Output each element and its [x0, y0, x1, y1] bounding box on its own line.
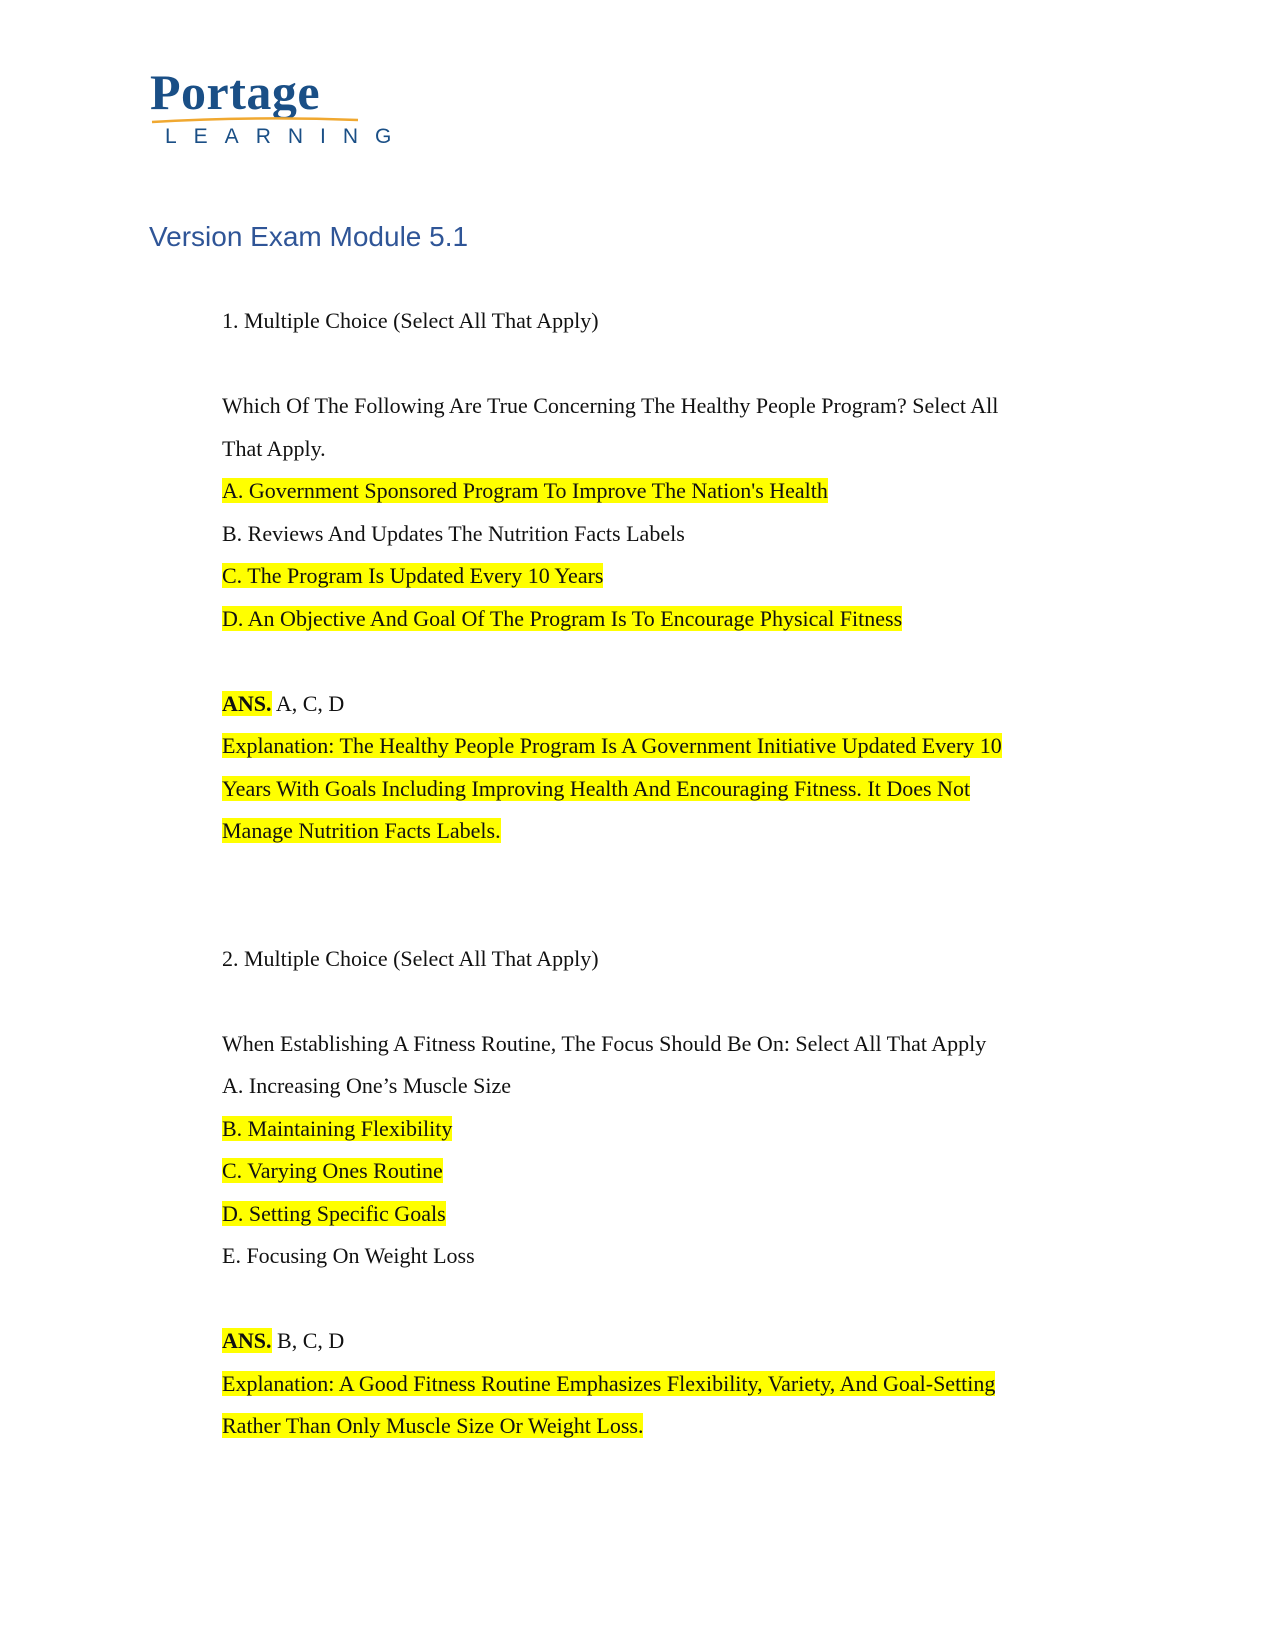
question-prompt: Which Of The Following Are True Concerning The Healthy People Program? Select All — [222, 393, 999, 418]
option-c: C. The Program Is Updated Every 10 Years — [222, 563, 604, 588]
portage-learning-logo — [150, 64, 409, 148]
option-a: A. Government Sponsored Program To Improve The Nation's Health — [222, 478, 828, 503]
answer-label: ANS. — [222, 1328, 272, 1353]
answer-line — [222, 683, 1122, 726]
logo-subtitle: LEARNING — [165, 125, 409, 148]
question-prompt: When Establishing A Fitness Routine, The Focus Should Be On: Select All That Apply — [222, 1030, 987, 1056]
explanation-line: Explanation: The Healthy People Program Is A Government Initiative Updated Every 10 — [222, 733, 1002, 758]
answer-value: A, C, D — [275, 690, 345, 716]
option-b: B. Maintaining Flexibility — [222, 1115, 453, 1141]
answer-value: B, C, D — [277, 1328, 345, 1353]
explanation-line: Years With Goals Including Improving Health And Encouraging Fitness. It Does Not — [222, 775, 971, 801]
option-b: B. Reviews And Updates The Nutrition Facts Labels — [222, 520, 685, 546]
explanation-line: Manage Nutrition Facts Labels. — [222, 818, 501, 843]
exam-content — [222, 300, 1122, 1448]
option-e: E. Focusing On Weight Loss — [222, 1243, 475, 1268]
option-d: D. An Objective And Goal Of The Program Is To Encourage Physical Fitness — [222, 605, 903, 631]
question-2 — [222, 938, 1122, 1448]
explanation-line: Explanation: A Good Fitness Routine Emphasizes Flexibility, Variety, And Goal-Setting — [222, 1370, 996, 1396]
page-title: Version Exam Module 5.1 — [149, 221, 469, 252]
option-c: C. Varying Ones Routine — [222, 1158, 443, 1183]
logo-wordmark: Portage — [150, 64, 321, 120]
option-a: A. Increasing One’s Muscle Size — [222, 1073, 511, 1098]
question-type: 1. Multiple Choice (Select All That Apply) — [222, 308, 599, 333]
answer-label: ANS. — [222, 690, 272, 716]
question-type: 2. Multiple Choice (Select All That Apply) — [222, 945, 599, 971]
question-1 — [222, 300, 1122, 853]
question-prompt-continued: That Apply. — [222, 435, 326, 461]
explanation-line: Rather Than Only Muscle Size Or Weight Loss. — [222, 1413, 644, 1438]
option-d: D. Setting Specific Goals — [222, 1200, 446, 1226]
answer-line — [222, 1320, 1122, 1363]
